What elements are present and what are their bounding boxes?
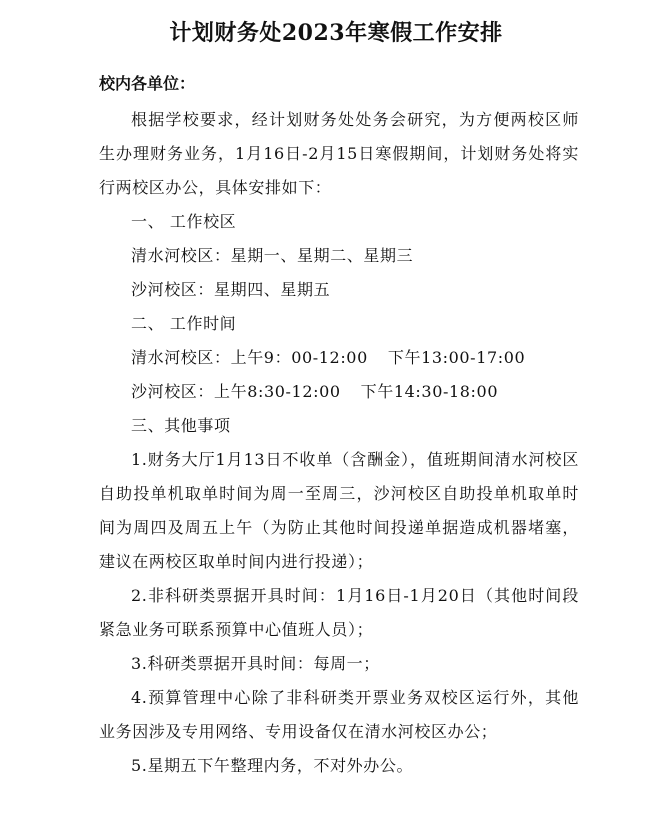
hours-morning: 上午8:30-12:00 xyxy=(214,382,341,401)
campus-line-shahe: 沙河校区：星期四、星期五 xyxy=(131,280,331,299)
hours-campus-label: 清水河校区： xyxy=(131,348,231,367)
hours-line-shahe xyxy=(99,375,579,409)
hours-campus-label: 沙河校区： xyxy=(131,382,215,401)
campus-line-qingshuihe: 清水河校区：星期一、星期二、星期三 xyxy=(131,246,414,265)
section-heading-campus: 一、 工作校区 xyxy=(131,212,237,231)
section-heading-other: 三、其他事项 xyxy=(131,416,231,435)
other-item-5: 5.星期五下午整理内务，不对外办公。 xyxy=(131,756,414,775)
document-title: 计划财务处2023年寒假工作安排 xyxy=(169,20,503,46)
hours-morning: 上午9：00-12:00 xyxy=(230,348,368,367)
other-item-4: 4.预算管理中心除了非科研类开票业务双校区运行外，其他业务因涉及专用网络、专用设备仅在清水河校区办公； xyxy=(99,688,579,741)
hours-afternoon: 下午14:30-18:00 xyxy=(360,382,499,401)
hours-line-qingshuihe xyxy=(99,341,579,375)
other-item-1: 1.财务大厅1月13日不收单（含酬金），值班期间清水河校区自助投单机取单时间为周一至周三，沙河校区自助投单机取单时间为周四及周五上午（为防止其他时间投递单据造成机器堵塞，建议在两校区取单时间内进行投递）； xyxy=(99,450,579,571)
other-item-2: 2.非科研类票据开具时间：1月16日-1月20日（其他时间段紧急业务可联系预算中心值班人员）； xyxy=(99,586,579,639)
document-body xyxy=(99,103,579,783)
section-heading-hours: 二、 工作时间 xyxy=(131,314,237,333)
salutation: 校内各单位： xyxy=(99,74,196,93)
intro-paragraph: 根据学校要求，经计划财务处处务会研究，为方便两校区师生办理财务业务，1月16日-2月15日寒假期间，计划财务处将实行两校区办公，具体安排如下： xyxy=(99,110,579,197)
hours-afternoon: 下午13:00-17:00 xyxy=(387,348,526,367)
other-item-3: 3.科研类票据开具时间：每周一； xyxy=(131,654,380,673)
